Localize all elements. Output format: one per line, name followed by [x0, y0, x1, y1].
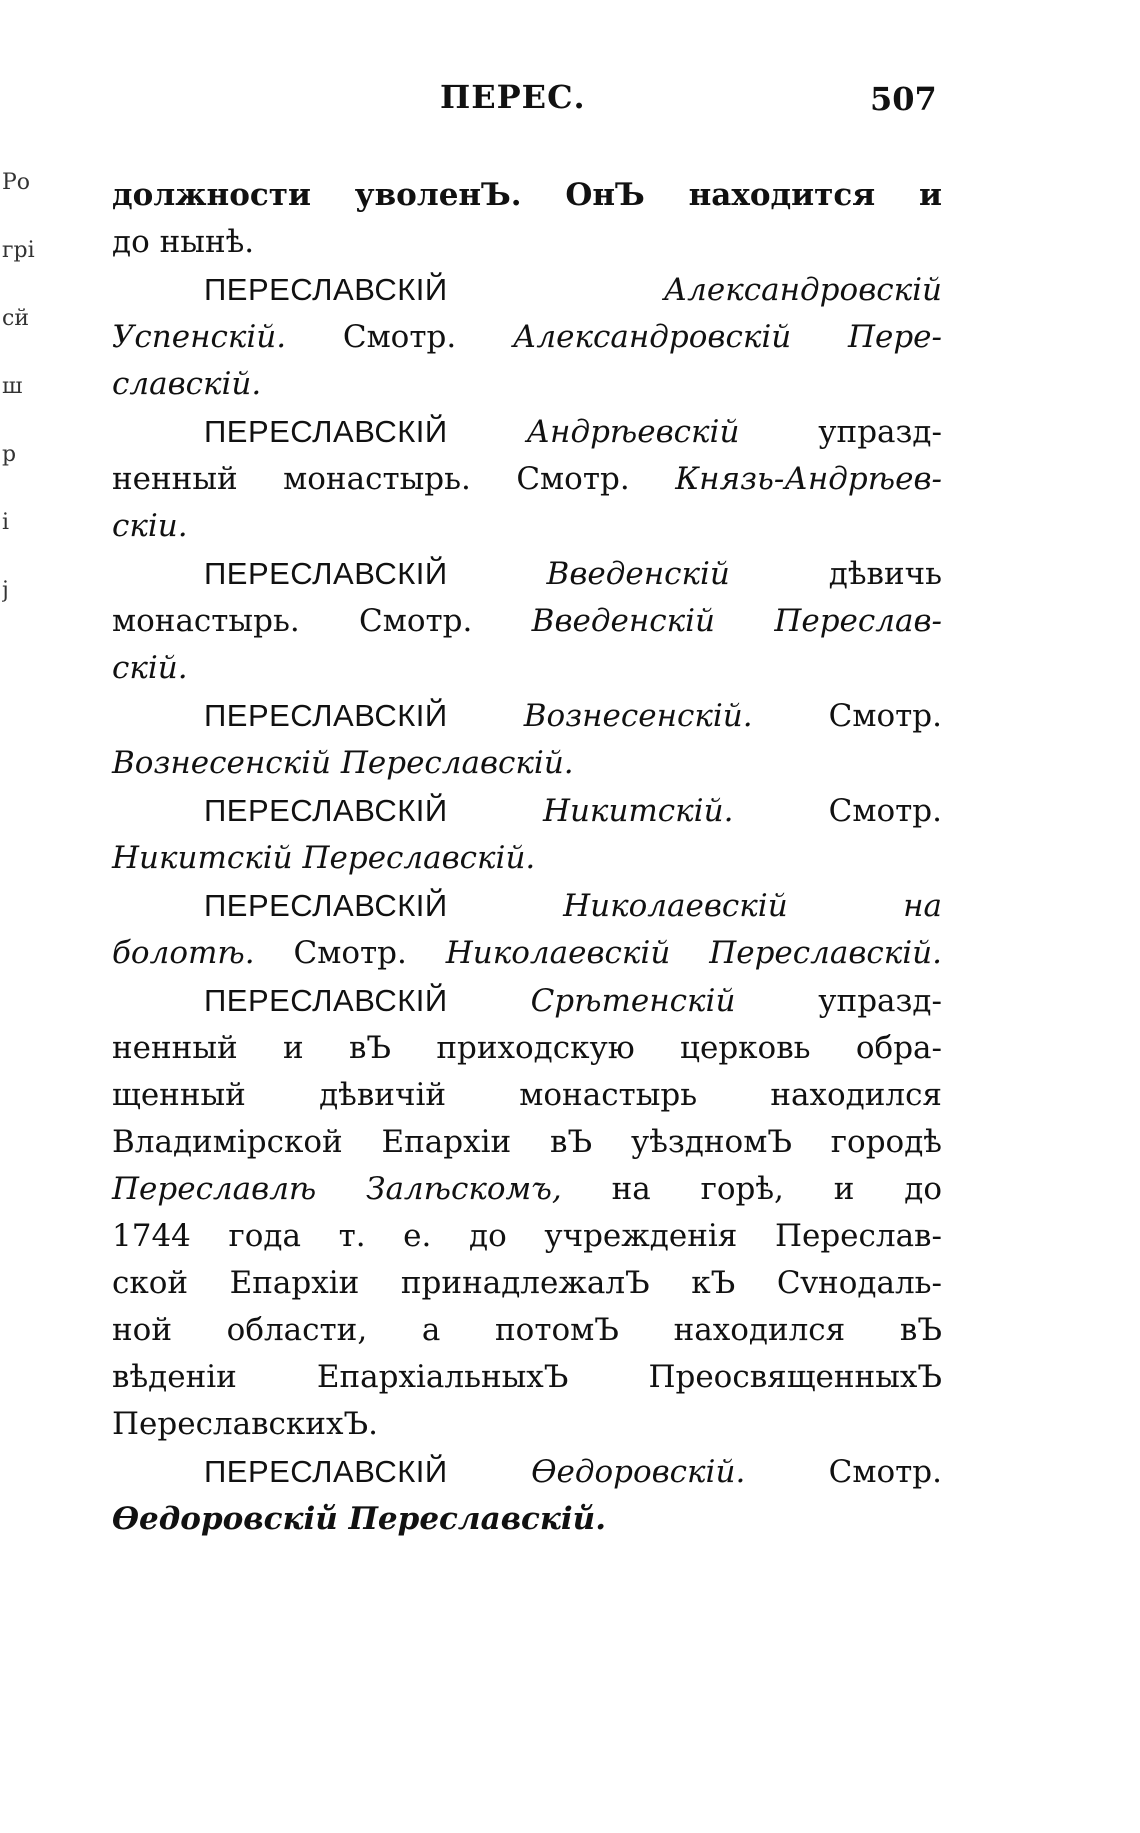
text-segment: дѣвичь: [729, 556, 943, 592]
text-segment: Смотр.: [752, 698, 943, 734]
text-segment: упразд-: [739, 414, 942, 450]
left-margin-fragments: [2, 170, 42, 646]
entry-headword: ПЕРЕСЛАВСКІЙ: [204, 1454, 448, 1489]
text-segment: [448, 793, 543, 829]
text-line: [112, 503, 942, 550]
text-segment: [448, 983, 531, 1019]
running-head: ПЕРЕС.: [440, 78, 586, 116]
text-segment: [448, 414, 527, 450]
text-line: [112, 1496, 942, 1543]
text-segment: вѣденіи ЕпархіальныхЪ ПреосвященныхЪ: [112, 1359, 942, 1395]
cross-reference: Никитскій Переславскій.: [112, 840, 536, 876]
entry-headword: ПЕРЕСЛАВСКІЙ: [204, 888, 448, 923]
text-line: [112, 361, 942, 408]
entry-heading-line: [112, 1448, 942, 1496]
text-segment: [448, 888, 563, 924]
text-line: [112, 835, 942, 882]
text-line: [112, 740, 942, 787]
text-segment: ненный и вЪ приходскую церковь обра-: [112, 1030, 942, 1066]
text-line: [112, 1213, 942, 1260]
text-segment: [448, 556, 547, 592]
cross-reference: славскій.: [112, 366, 262, 402]
entry-subject: Никитскій.: [542, 793, 734, 829]
entry-heading-line: [112, 266, 942, 314]
cross-reference: Александровскій Пере-: [512, 319, 942, 355]
entry-heading-line: [112, 977, 942, 1025]
margin-fragment: р: [2, 442, 17, 467]
entry-headword: ПЕРЕСЛАВСКІЙ: [204, 414, 448, 449]
text-segment: Смотр.: [286, 319, 513, 355]
margin-fragment: ј: [2, 578, 9, 603]
text-segment: [448, 1454, 531, 1490]
text-line: [112, 1025, 942, 1072]
text-segment: [448, 698, 524, 734]
entry-headword: ПЕРЕСЛАВСКІЙ: [204, 983, 448, 1018]
text-line: [112, 1307, 942, 1354]
cross-reference: Ѳедоровскій Переславскій.: [112, 1501, 607, 1537]
cross-reference: скіи.: [112, 508, 188, 544]
cross-reference: Введенскій Переслав-: [531, 603, 942, 639]
entry-subject: Вознесенскій.: [523, 698, 753, 734]
text-line: [112, 1119, 942, 1166]
entry-subject: Александровскій: [663, 272, 942, 308]
entry-heading-line: [112, 408, 942, 456]
entry-subject: Ѳедоровскій.: [531, 1454, 746, 1490]
text-line: [112, 1072, 942, 1119]
text-line: [112, 1354, 942, 1401]
text-segment: должности уволенЪ. ОнЪ находится и: [112, 177, 942, 213]
entry-heading-line: [112, 787, 942, 835]
text-segment: Успенскій.: [112, 319, 287, 355]
entry-subject: Николаевскій на: [563, 888, 942, 924]
place-name: Переславлѣ Залѣскомъ,: [112, 1171, 562, 1207]
page-number: 507: [870, 80, 937, 118]
margin-fragment: грі: [2, 238, 35, 263]
text-line: [112, 172, 942, 219]
margin-fragment: ш: [2, 374, 23, 399]
text-segment: ской Епархіи принадлежалЪ кЪ Сvнодаль-: [112, 1265, 942, 1301]
text-segment: Смотр.: [733, 793, 943, 829]
cross-reference: Вознесенскій Переславскій.: [112, 745, 574, 781]
text-segment: щенный дѣвичій монастырь находился: [112, 1077, 942, 1113]
entry-headword: ПЕРЕСЛАВСКІЙ: [204, 272, 448, 307]
text-segment: ПереславскихЪ.: [112, 1406, 378, 1442]
text-line: [112, 1401, 942, 1448]
cross-reference: Николаевскій Переславскій.: [445, 935, 942, 971]
entry-subject: Андрѣевскій: [526, 414, 740, 450]
entry-heading-line: [112, 550, 942, 598]
text-line: [112, 456, 942, 503]
text-segment: Смотр.: [745, 1454, 943, 1490]
entry-headword: ПЕРЕСЛАВСКІЙ: [204, 793, 448, 828]
text-segment: на горѣ, и до: [561, 1171, 943, 1207]
margin-fragment: Ро: [2, 170, 31, 195]
text-segment: до нынѣ.: [112, 224, 255, 260]
entry-subject: Введенскій: [546, 556, 730, 592]
entry-heading-line: [112, 692, 942, 740]
text-line: [112, 645, 942, 692]
margin-fragment: і: [2, 510, 10, 535]
text-segment: 1744 года т. е. до учрежденія Переслав-: [112, 1218, 942, 1254]
entry-headword: ПЕРЕСЛАВСКІЙ: [204, 556, 448, 591]
entry-subject: Срѣтенскій: [530, 983, 736, 1019]
text-line: [112, 1260, 942, 1307]
margin-fragment: сй: [2, 306, 29, 331]
text-segment: болотѣ.: [112, 935, 255, 971]
text-line: [112, 314, 942, 361]
text-segment: Владимірской Епархіи вЪ уѣздномЪ городѣ: [112, 1124, 942, 1160]
cross-reference: скій.: [112, 650, 188, 686]
text-segment: упразд-: [735, 983, 942, 1019]
text-line: [112, 1166, 942, 1213]
text-segment: Смотр.: [254, 935, 446, 971]
text-line: [112, 219, 942, 266]
text-segment: монастырь. Смотр.: [112, 603, 532, 639]
text-segment: [448, 272, 664, 308]
entry-headword: ПЕРЕСЛАВСКІЙ: [204, 698, 448, 733]
text-segment: ненный монастырь. Смотр.: [112, 461, 676, 497]
dictionary-text: [112, 172, 942, 1543]
cross-reference: Князь-Андрѣев-: [675, 461, 942, 497]
text-line: [112, 930, 942, 977]
text-line: [112, 598, 942, 645]
text-segment: ной области, а потомЪ находился вЪ: [112, 1312, 942, 1348]
entry-heading-line: [112, 882, 942, 930]
